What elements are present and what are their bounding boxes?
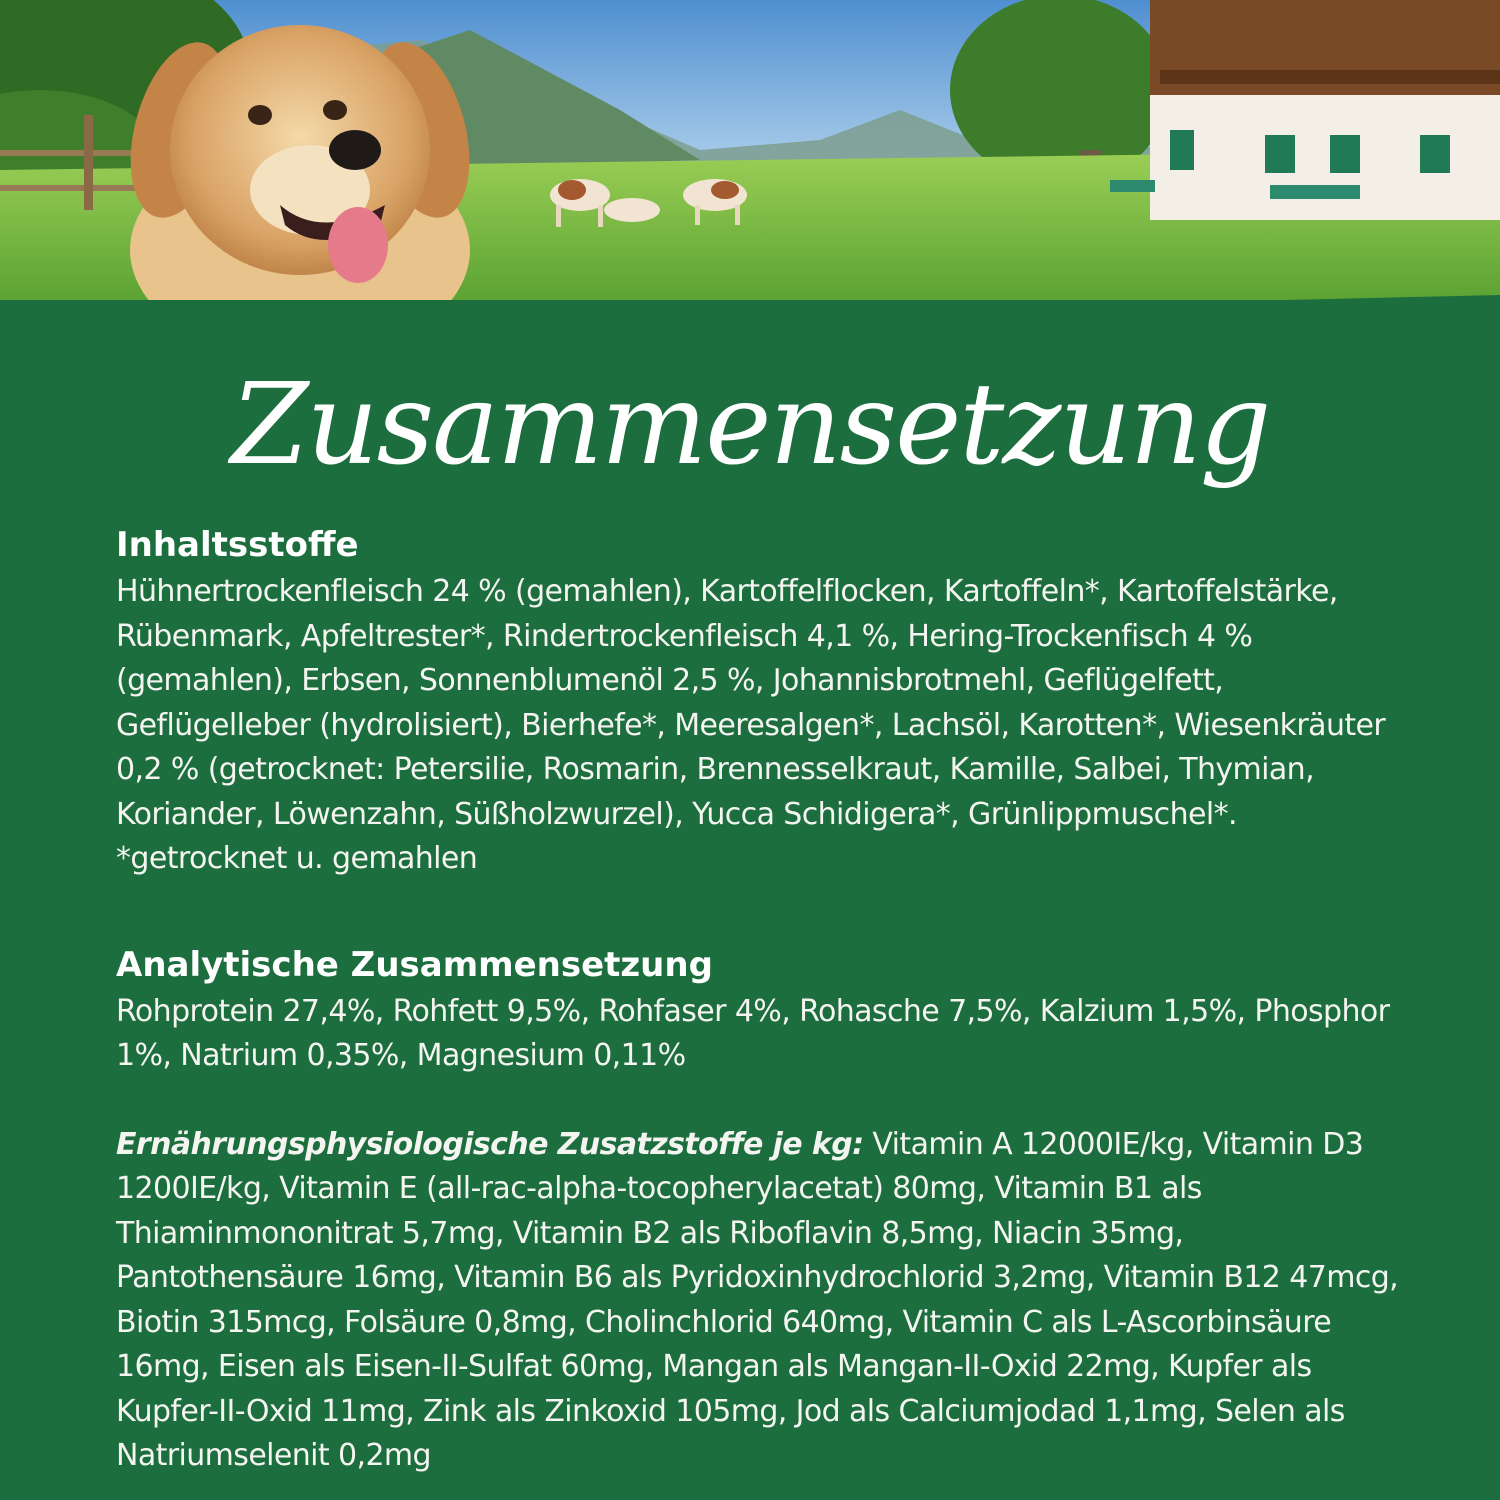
ingredients-text: Hühnertrockenfleisch 24 % (gemahlen), Kartoffelflocken, Kartoffeln*, Kartoffelstärke, Rübenmark, Apfeltrester*, Rindertrockenfleisch 4,1 %, Hering-Trockenfisch 4 % (gemahlen), Erbsen, Sonnenblumenöl 2,5 %, Johannisbrotmehl, Geflügelfett, Geflügelleber (hydrolisiert), Bierhefe*, Meeresalgen*, Lachsöl, Karotten*, Wiesenkräuter 0,2 % (getrocknet: Petersilie, Rosmarin, Brennesselkraut, Kamille, Salbei, Thymian, Koriander, Löwenzahn, Süßholzwurzel), Yucca Schidigera*, Grünlippmuschel*. *getrocknet u. gemahlen bbox=[116, 574, 1386, 876]
section-spacer bbox=[116, 882, 1416, 940]
additives-text: Vitamin A 12000IE/kg, Vitamin D3 1200IE/kg, Vitamin E (all-rac-alpha-tocopherylacetat) 80mg, Vitamin B1 als Thiaminmononitrat 5,7mg, Vitamin B2 als Riboflavin 8,5mg, Niacin 35mg, Pantothensäure 16mg, Vitamin B6 als Pyridoxinhydrochlorid 3,2mg, Vitamin B12 47mcg, Biotin 315mcg, Folsäure 0,8mg, Cholinchlorid 640mg, Vitamin C als L-Ascorbinsäure 16mg, Eisen als Eisen-II-Sulfat 60mg, Mangan als Mangan-II-Oxid 22mg, Kupfer als Kupfer-II-Oxid 11mg, Zink als Zinkoxid 105mg, Jod als Calciumjodad 1,1mg, Selen als Natriumselenit 0,2mg bbox=[116, 1126, 1399, 1473]
ingredients-heading: Inhaltsstoffe bbox=[116, 525, 359, 565]
additives-paragraph bbox=[116, 1123, 1416, 1479]
hero-image bbox=[0, 0, 1500, 330]
analysis-text: Rohprotein 27,4%, Rohfett 9,5%, Rohfaser 4%, Rohasche 7,5%, Kalzium 1,5%, Phosphor 1%, Natrium 0,35%, Magnesium 0,11% bbox=[116, 993, 1390, 1073]
dog-illustration bbox=[113, 25, 487, 330]
composition-content bbox=[116, 520, 1416, 1479]
analysis-heading: Analytische Zusammensetzung bbox=[116, 944, 713, 985]
additives-lead: Ernährungsphysiologische Zusatzstoffe je kg: bbox=[116, 1126, 864, 1162]
page-title: Zusammensetzung bbox=[230, 360, 1270, 490]
section-spacer bbox=[116, 1079, 1416, 1123]
